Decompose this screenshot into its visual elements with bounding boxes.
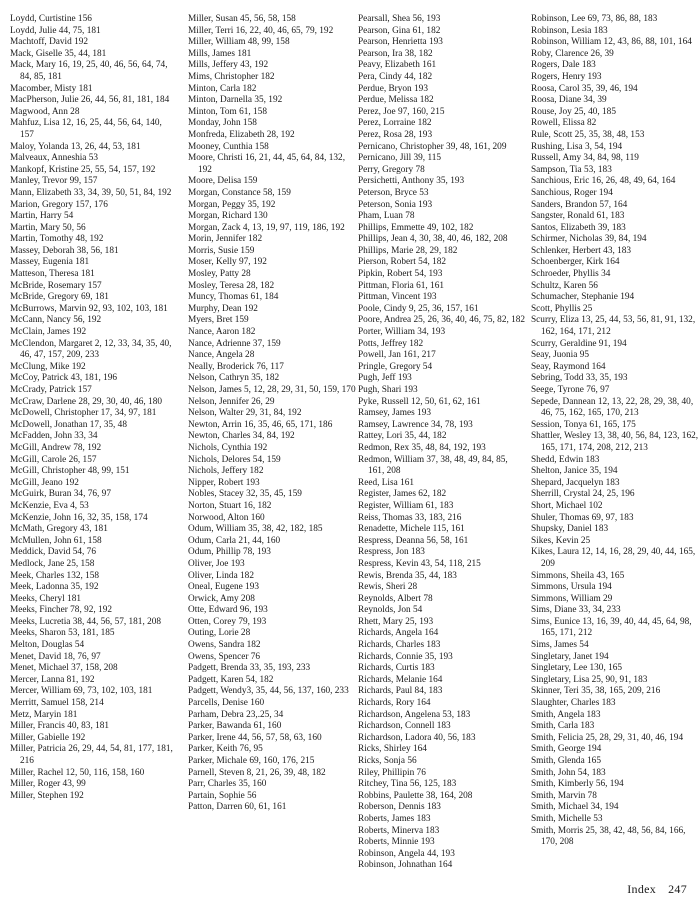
index-entry: Pittman, Vincent 193 bbox=[358, 292, 437, 303]
index-entry: Rushing, Lisa 3, 54, 194 bbox=[531, 141, 623, 152]
index-entry: Metz, Maryin 181 bbox=[10, 709, 78, 720]
index-entry: Mills, Jeffery 43, 192 bbox=[188, 60, 269, 71]
index-entry: Parcells, Denise 160 bbox=[188, 698, 265, 709]
index-entry: Oliver, Linda 182 bbox=[188, 570, 254, 581]
index-entry: Merritt, Samuel 158, 214 bbox=[10, 698, 104, 709]
index-entry: Miller, Francis 40, 83, 181 bbox=[10, 721, 110, 732]
index-entry: Martin, Harry 54 bbox=[10, 211, 74, 222]
index-entry: Perdue, Melissa 182 bbox=[358, 95, 434, 106]
index-entry: Richardson, Connell 183 bbox=[358, 721, 451, 732]
index-entry: Smith, John 54, 183 bbox=[531, 767, 606, 778]
index-entry: Nichols, Delores 54, 159 bbox=[188, 454, 281, 465]
index-entry: Miller, Rachel 12, 50, 116, 158, 160 bbox=[10, 767, 145, 778]
index-entry: Parnell, Steven 8, 21, 26, 39, 48, 182 bbox=[188, 767, 326, 778]
index-entry: McBride, Gregory 69, 181 bbox=[10, 292, 109, 303]
index-entry: Richards, Rory 164 bbox=[358, 698, 431, 709]
index-entry: Peavy, Elizabeth 161 bbox=[358, 60, 437, 71]
index-entry: Nipper, Robert 193 bbox=[188, 477, 260, 488]
index-entry: Miller, Stephen 192 bbox=[10, 790, 84, 801]
index-entry: Perez, Joe 97, 160, 215 bbox=[358, 106, 445, 117]
index-entry: Miller, Roger 43, 99 bbox=[10, 779, 86, 790]
index-entry: Potts, Jeffrey 182 bbox=[358, 338, 424, 349]
index-entry: Sims, Diane 33, 34, 233 bbox=[531, 605, 621, 616]
index-entry: Singletary, Janet 194 bbox=[531, 651, 609, 662]
index-entry: Meeks, Sharon 53, 181, 185 bbox=[10, 628, 115, 639]
index-entry: Mann, Elizabeth 33, 34, 39, 50, 51, 84, 192 bbox=[10, 187, 172, 198]
index-entry: Norton, Stuart 16, 182 bbox=[188, 500, 272, 511]
index-entry: Simmons, William 29 bbox=[531, 593, 613, 604]
index-entry: Malveaux, Anneshia 53 bbox=[10, 153, 99, 164]
index-entry: Roberts, Minnie 193 bbox=[358, 837, 435, 848]
index-entry: McClung, Mike 192 bbox=[10, 361, 86, 372]
index-entry: Scurry, Eliza 13, 25, 44, 53, 56, 81, 91, 132, 162, 164, 171, 212 bbox=[531, 315, 696, 338]
index-entry: Smith, Carla 183 bbox=[531, 721, 595, 732]
index-entry: Owens, Sandra 182 bbox=[188, 640, 261, 651]
index-entry: Pernicano, Christopher 39, 48, 161, 209 bbox=[358, 141, 507, 152]
index-entry: McKenzie, Eva 4, 53 bbox=[10, 500, 89, 511]
index-entry: MacPherson, Julie 26, 44, 56, 81, 181, 184 bbox=[10, 95, 170, 106]
index-entry: Mercer, William 69, 73, 102, 103, 181 bbox=[10, 686, 153, 697]
index-entry: Mills, James 181 bbox=[188, 48, 252, 59]
index-entry: Pera, Cindy 44, 182 bbox=[358, 71, 433, 82]
index-entry: Ramsey, James 193 bbox=[358, 408, 431, 419]
index-entry: Seay, Raymond 164 bbox=[531, 361, 606, 372]
index-entry: Nance, Angela 28 bbox=[188, 350, 255, 361]
index-entry: Robbins, Paulette 38, 164, 208 bbox=[358, 790, 473, 801]
index-entry: Session, Tonya 61, 165, 175 bbox=[531, 419, 636, 430]
index-entry: Richards, Charles 183 bbox=[358, 640, 441, 651]
index-entry: Schlenker, Herbert 43, 183 bbox=[531, 245, 632, 256]
index-entry: Mims, Christopher 182 bbox=[188, 71, 275, 82]
index-entry: Martin, Mary 50, 56 bbox=[10, 222, 86, 233]
index-entry: Owens, Spencer 76 bbox=[188, 651, 261, 662]
index-entry: Simmons, Sheila 43, 165 bbox=[531, 570, 625, 581]
index-entry: Schirmer, Nicholas 39, 84, 194 bbox=[531, 234, 647, 245]
index-entry: Skinner, Teri 35, 38, 165, 209, 216 bbox=[531, 686, 661, 697]
index-entry: Robinson, Lee 69, 73, 86, 88, 183 bbox=[531, 14, 658, 24]
index-entry: Reed, Lisa 161 bbox=[358, 477, 415, 488]
index-entry: Richards, Curtis 183 bbox=[358, 663, 435, 674]
index-entry: Ramsey, Lawrence 34, 78, 193 bbox=[358, 419, 473, 430]
index-entry: Nichols, Cynthia 192 bbox=[188, 442, 268, 453]
index-entry: Mahfuz, Lisa 12, 16, 25, 44, 56, 64, 140, 157 bbox=[10, 118, 162, 140]
index-entry: Smith, Glenda 165 bbox=[531, 756, 601, 766]
index-entry: Rogers, Dale 183 bbox=[531, 60, 596, 71]
index-entry: Moser, Kelly 97, 192 bbox=[188, 257, 267, 268]
index-entry: Pipkin, Robert 54, 193 bbox=[358, 269, 443, 280]
index-entry: Pittman, Floria 61, 161 bbox=[358, 280, 444, 291]
index-entry: McKenzie, John 16, 32, 35, 158, 174 bbox=[10, 512, 148, 523]
index-entry: Otten, Corey 79, 193 bbox=[188, 616, 267, 627]
index-entry: Mooney, Cunthia 158 bbox=[188, 141, 269, 152]
index-entry: Marion, Gregory 157, 176 bbox=[10, 199, 108, 210]
index-entry: Partain, Sophie 56 bbox=[188, 790, 257, 801]
index-entry: Sebring, Todd 33, 35, 193 bbox=[531, 373, 628, 384]
index-entry: Murphy, Dean 192 bbox=[188, 303, 258, 314]
index-entry: Orwick, Amy 208 bbox=[188, 593, 255, 604]
page-number: 247 bbox=[668, 882, 687, 896]
page-footer bbox=[615, 882, 687, 897]
index-entry: Machtoff, David 192 bbox=[10, 37, 89, 48]
index-entry: Pearson, Henrietta 193 bbox=[358, 37, 443, 48]
index-entry: Loydd, Curtistine 156 bbox=[10, 14, 92, 24]
index-entry: Singletary, Lee 130, 165 bbox=[531, 663, 623, 674]
index-entry: Redmon, Rex 35, 48, 84, 192, 193 bbox=[358, 442, 486, 453]
index-entry: Moore, Delisa 159 bbox=[188, 176, 258, 187]
index-entry: Peterson, Bryce 53 bbox=[358, 187, 429, 198]
index-entry: Morgan, Zack 4, 13, 19, 97, 119, 186, 192 bbox=[188, 222, 345, 233]
index-entry: Register, William 61, 183 bbox=[358, 500, 454, 511]
index-entry: Respress, Deanna 56, 58, 161 bbox=[358, 535, 469, 546]
index-entry: Neally, Broderick 76, 117 bbox=[188, 361, 284, 372]
index-entry: Monfreda, Elizabeth 28, 192 bbox=[188, 129, 295, 140]
index-entry: Shedd, Edwin 183 bbox=[531, 454, 600, 465]
index-entry: Smith, Michelle 53 bbox=[531, 813, 603, 824]
index-entry: Phillips, Marie 28, 29, 182 bbox=[358, 245, 458, 256]
index-entry: McDowell, Jonathan 17, 35, 48 bbox=[10, 419, 127, 430]
index-entry: Miller, Gabielle 192 bbox=[10, 732, 86, 743]
index-entry: Robinson, Lesia 183 bbox=[531, 25, 608, 36]
index-entry: Oliver, Joe 193 bbox=[188, 558, 245, 569]
index-entry: Mercer, Lanna 81, 192 bbox=[10, 674, 95, 685]
index-entry: Schumacher, Stephanie 194 bbox=[531, 292, 635, 303]
index-entry: Richards, Paul 84, 183 bbox=[358, 686, 443, 697]
index-entry: Mack, Giselle 35, 44, 181 bbox=[10, 48, 107, 59]
index-entry: Massey, Eugenia 181 bbox=[10, 257, 90, 268]
index-entry: Ricks, Shirley 164 bbox=[358, 744, 427, 755]
index-entry: Sims, Eunice 13, 16, 39, 40, 44, 45, 64, 98, 165, 171, 212 bbox=[531, 616, 692, 639]
index-entry: Robinson, William 12, 43, 86, 88, 101, 164 bbox=[531, 37, 692, 48]
index-entry: Rattey, Lori 35, 44, 182 bbox=[358, 431, 447, 442]
index-entry: McGill, Carole 26, 157 bbox=[10, 454, 97, 465]
index-entry: Minton, Tom 61, 158 bbox=[188, 106, 267, 117]
index-entry: Persichetti, Anthony 35, 193 bbox=[358, 176, 465, 187]
index-entry: Smith, Felicia 25, 28, 29, 31, 40, 46, 194 bbox=[531, 732, 684, 743]
index-entry: Parker, Irene 44, 56, 57, 58, 63, 160 bbox=[188, 732, 322, 743]
index-column-2 bbox=[188, 14, 356, 814]
index-entry: Roby, Clarence 26, 39 bbox=[531, 48, 614, 59]
index-entry: Richards, Connie 35, 193 bbox=[358, 651, 453, 662]
index-entry: Nelson, James 5, 12, 28, 29, 31, 50, 159, 170 bbox=[188, 385, 356, 395]
index-entry: McMullen, John 61, 158 bbox=[10, 535, 102, 546]
index-entry: McFadden, John 33, 34 bbox=[10, 431, 98, 442]
index-entry: Parker, Bawanda 61, 160 bbox=[188, 721, 282, 732]
index-entry: Ricks, Sonja 56 bbox=[358, 756, 417, 766]
index-entry: McGill, Christopher 48, 99, 151 bbox=[10, 466, 130, 477]
index-entry: Pearsall, Shea 56, 193 bbox=[358, 14, 441, 24]
index-entry: Porter, William 34, 193 bbox=[358, 327, 446, 338]
index-entry: Mosley, Patty 28 bbox=[188, 269, 251, 280]
index-entry: Otte, Edward 96, 193 bbox=[188, 605, 268, 616]
index-entry: Sampson, Tia 53, 183 bbox=[531, 164, 612, 175]
index-entry: Seay, Juonia 95 bbox=[531, 350, 590, 361]
index-entry: Padgett, Karen 54, 182 bbox=[188, 674, 274, 685]
index-entry: Padgett, Wendy3, 35, 44, 56, 137, 160, 233 bbox=[188, 686, 349, 697]
index-entry: Morin, Jennifer 182 bbox=[188, 234, 263, 245]
index-entry: Roosa, Diane 34, 39 bbox=[531, 95, 607, 106]
index-entry: Macomber, Misty 181 bbox=[10, 83, 93, 94]
index-entry: McClain, James 192 bbox=[10, 327, 87, 338]
index-entry: McCrady, Patrick 157 bbox=[10, 385, 92, 395]
index-entry: Pearson, Gina 61, 182 bbox=[358, 25, 441, 36]
index-entry: Singletary, Lisa 25, 90, 91, 183 bbox=[531, 674, 648, 685]
index-entry: Reiss, Thomas 33, 183, 216 bbox=[358, 512, 462, 523]
index-entry: Redmon, William 37, 38, 48, 49, 84, 85, 161, 208 bbox=[358, 454, 508, 477]
index-entry: Meek, Ladonna 35, 192 bbox=[10, 582, 99, 593]
index-entry: Slaughter, Charles 183 bbox=[531, 698, 616, 709]
index-entry: Pearson, Ira 38, 182 bbox=[358, 48, 433, 59]
index-entry: Sepede, Dannean 12, 13, 22, 28, 29, 38, 40, 46, 75, 162, 165, 170, 213 bbox=[531, 396, 694, 419]
index-entry: Odum, Phillip 78, 193 bbox=[188, 547, 271, 558]
index-entry: Pugh, Jeff 193 bbox=[358, 373, 412, 384]
index-entry: Oneal, Eugene 193 bbox=[188, 582, 259, 593]
index-entry: Patton, Darren 60, 61, 161 bbox=[188, 802, 287, 813]
index-entry: Parker, Michale 69, 160, 176, 215 bbox=[188, 756, 315, 766]
index-entry: Meeks, Lucretia 38, 44, 56, 57, 181, 208 bbox=[10, 616, 162, 627]
index-entry: Ritchey, Tina 56, 125, 183 bbox=[358, 779, 457, 790]
index-entry: Moore, Christi 16, 21, 44, 45, 64, 84, 132, 192 bbox=[188, 153, 346, 175]
index-entry: Smith, Kimberly 56, 194 bbox=[531, 779, 624, 790]
index-entry: Maloy, Yolanda 13, 26, 44, 53, 181 bbox=[10, 141, 141, 152]
index-entry: Richards, Angela 164 bbox=[358, 628, 439, 639]
index-entry: Sikes, Kevin 25 bbox=[531, 535, 591, 546]
index-entry: Pyke, Russell 12, 50, 61, 62, 161 bbox=[358, 396, 481, 407]
index-entry: Robinson, Angela 44, 193 bbox=[358, 848, 455, 859]
index-entry: Schroeder, Phyllis 34 bbox=[531, 269, 611, 280]
index-entry: Miller, Susan 45, 56, 58, 158 bbox=[188, 14, 296, 24]
index-entry: Roberson, Dennis 183 bbox=[358, 802, 441, 813]
index-entry: Richards, Melanie 164 bbox=[358, 674, 443, 685]
index-entry: Riley, Phillipin 76 bbox=[358, 767, 426, 778]
index-entry: Respress, Jon 183 bbox=[358, 547, 425, 558]
index-entry: Sanders, Brandon 57, 164 bbox=[531, 199, 628, 210]
index-entry: Shepard, Jacquelyn 183 bbox=[531, 477, 620, 488]
index-entry: Perez, Lorraine 182 bbox=[358, 118, 432, 129]
index-entry: Meek, Charles 132, 158 bbox=[10, 570, 100, 581]
index-entry: Perry, Gregory 78 bbox=[358, 164, 425, 175]
index-column-1 bbox=[10, 14, 178, 802]
index-entry: McMath, Gregory 43, 181 bbox=[10, 524, 108, 535]
index-entry: Peterson, Sonia 193 bbox=[358, 199, 433, 210]
index-entry: McGill, Andrew 78, 192 bbox=[10, 442, 102, 453]
index-entry: Padgett, Brenda 33, 35, 193, 233 bbox=[188, 663, 311, 674]
index-entry: Mack, Mary 16, 19, 25, 40, 46, 56, 64, 74, 84, 85, 181 bbox=[10, 60, 168, 82]
index-entry: Schultz, Karen 56 bbox=[531, 280, 598, 291]
index-entry: Shuler, Thomas 69, 97, 183 bbox=[531, 512, 634, 523]
index-entry: Perez, Rosa 28, 193 bbox=[358, 129, 433, 140]
index-entry: Loydd, Julie 44, 75, 181 bbox=[10, 25, 101, 36]
index-entry: Mankopf, Kristine 25, 55, 54, 157, 192 bbox=[10, 164, 156, 175]
index-entry: Odum, Carla 21, 44, 160 bbox=[188, 535, 281, 546]
index-entry: Roberts, James 183 bbox=[358, 813, 431, 824]
index-entry: Muncy, Thomas 61, 184 bbox=[188, 292, 279, 303]
index-entry: Reynolds, Jon 54 bbox=[358, 605, 423, 616]
index-entry: Short, Michael 102 bbox=[531, 500, 603, 511]
index-entry: McBurrows, Marvin 92, 93, 102, 103, 181 bbox=[10, 303, 168, 314]
index-entry: Nelson, Walter 29, 31, 84, 192 bbox=[188, 408, 302, 419]
index-entry: McGuirk, Buran 34, 76, 97 bbox=[10, 489, 111, 500]
index-entry: Menet, Michael 37, 158, 208 bbox=[10, 663, 118, 674]
index-entry: Robinson, Johnathan 164 bbox=[358, 860, 453, 871]
index-entry: Nichols, Jeffery 182 bbox=[188, 466, 264, 477]
index-entry: Seege, Tyrone 76, 97 bbox=[531, 385, 610, 395]
index-entry: Perdue, Bryon 193 bbox=[358, 83, 428, 94]
index-entry: Phillips, Emmette 49, 102, 182 bbox=[358, 222, 474, 233]
index-entry: Nance, Aaron 182 bbox=[188, 327, 256, 338]
index-entry: Rogers, Henry 193 bbox=[531, 71, 602, 82]
index-entry: Smith, Michael 34, 194 bbox=[531, 802, 619, 813]
index-entry: Rowell, Elissa 82 bbox=[531, 118, 597, 129]
index-column-4 bbox=[531, 14, 699, 849]
index-entry: Morgan, Richard 130 bbox=[188, 211, 268, 222]
index-entry: Meeks, Cheryl 181 bbox=[10, 593, 82, 604]
index-entry: Magwood, Ann 28 bbox=[10, 106, 80, 117]
index-entry: McCoy, Patrick 43, 181, 196 bbox=[10, 373, 118, 384]
index-entry: Russell, Amy 34, 84, 98, 119 bbox=[531, 153, 639, 164]
index-entry: Roberts, Minerva 183 bbox=[358, 825, 440, 836]
index-entry: Parr, Charles 35, 160 bbox=[188, 779, 267, 790]
index-column-3 bbox=[358, 14, 526, 872]
index-entry: Nelson, Jennifer 26, 29 bbox=[188, 396, 275, 407]
index-entry: Norwood, Alton 160 bbox=[188, 512, 265, 523]
index-entry: Parham, Debra 23,.25, 34 bbox=[188, 709, 284, 720]
index-entry: Melton, Douglas 54 bbox=[10, 640, 85, 651]
index-entry: Scott, Phyllis 25 bbox=[531, 303, 593, 314]
index-entry: Rewis, Brenda 35, 44, 183 bbox=[358, 570, 457, 581]
index-entry: Parker, Keith 76, 95 bbox=[188, 744, 263, 755]
index-entry: Outing, Lorie 28 bbox=[188, 628, 251, 639]
index-entry: McCann, Nancy 56, 192 bbox=[10, 315, 102, 326]
index-entry: Massey, Deborah 38, 56, 181 bbox=[10, 245, 119, 256]
index-entry: Odum, William 35, 38, 42, 182, 185 bbox=[188, 524, 323, 535]
index-entry: Miller, William 48, 99, 158 bbox=[188, 37, 290, 48]
index-entry: Nobles, Stacey 32, 35, 45, 159 bbox=[188, 489, 302, 500]
index-entry: Shupsky, Daniel 183 bbox=[531, 524, 609, 535]
index-entry: Miller, Terri 16, 22, 40, 46, 65, 79, 192 bbox=[188, 25, 334, 36]
index-entry: Miller, Patricia 26, 29, 44, 54, 81, 177, 181, 216 bbox=[10, 744, 173, 766]
index-entry: Pham, Luan 78 bbox=[358, 211, 415, 222]
index-entry: Morgan, Constance 58, 159 bbox=[188, 187, 291, 198]
index-entry: Smith, Morris 25, 38, 42, 48, 56, 84, 166, 170, 208 bbox=[531, 825, 686, 848]
index-entry: Pringle, Gregory 54 bbox=[358, 361, 433, 372]
index-entry: Martin, Tomothy 48, 192 bbox=[10, 234, 104, 245]
index-entry: Sanchious, Roger 194 bbox=[531, 187, 613, 198]
index-entry: Newton, Charles 34, 84, 192 bbox=[188, 431, 295, 442]
index-entry: Phillips, Jean 4, 30, 38, 40, 46, 182, 208 bbox=[358, 234, 508, 245]
index-entry: Smith, Angela 183 bbox=[531, 709, 601, 720]
index-entry: Monday, John 158 bbox=[188, 118, 257, 129]
index-entry: Nelson, Cathryn 35, 182 bbox=[188, 373, 280, 384]
index-entry: Morris, Susie 159 bbox=[188, 245, 255, 256]
index-entry: Manley, Trevor 99, 157 bbox=[10, 176, 98, 187]
index-entry: Meddick, David 54, 76 bbox=[10, 547, 96, 558]
index-entry: Minton, Carla 182 bbox=[188, 83, 257, 94]
index-entry: Register, James 62, 182 bbox=[358, 489, 447, 500]
index-entry: Renadette, Michele 115, 161 bbox=[358, 524, 465, 535]
index-entry: Powell, Jan 161, 217 bbox=[358, 350, 436, 361]
index-entry: Schoenberger, Kirk 164 bbox=[531, 257, 620, 268]
index-entry: Matteson, Theresa 181 bbox=[10, 269, 95, 280]
index-entry: Smith, George 194 bbox=[531, 744, 602, 755]
index-entry: Newton, Arrin 16, 35, 46, 65, 171, 186 bbox=[188, 419, 333, 430]
index-entry: Morgan, Peggy 35, 192 bbox=[188, 199, 276, 210]
index-entry: Sims, James 54 bbox=[531, 640, 589, 651]
index-entry: McDowell, Christopher 17, 34, 97, 181 bbox=[10, 408, 157, 419]
footer-label: Index bbox=[627, 882, 657, 896]
index-entry: Pernicano, Jill 39, 115 bbox=[358, 153, 442, 164]
index-entry: Pugh, Shari 193 bbox=[358, 385, 418, 395]
index-entry: McBride, Rosemary 157 bbox=[10, 280, 102, 291]
index-entry: Simmons, Ursula 194 bbox=[531, 582, 612, 593]
index-entry: Shattler, Wesley 13, 38, 40, 56, 84, 123, 162, 165, 171, 174, 208, 212, 213 bbox=[531, 431, 699, 453]
index-entry: Rewis, Sheri 28 bbox=[358, 582, 418, 593]
index-entry: Meeks, Fincher 78, 92, 192 bbox=[10, 605, 112, 616]
index-entry: McCraw, Darlene 28, 29, 30, 40, 46, 180 bbox=[10, 396, 162, 407]
index-entry: Rouse, Joy 25, 40, 185 bbox=[531, 106, 616, 117]
index-entry: Medlock, Jane 25, 158 bbox=[10, 558, 95, 569]
index-entry: Sangster, Ronald 61, 183 bbox=[531, 211, 625, 222]
index-entry: Poore, Andrea 25, 26, 36, 40, 46, 75, 82, 182 bbox=[358, 315, 526, 326]
index-entry: Respress, Kevin 43, 54, 118, 215 bbox=[358, 558, 481, 569]
index-entry: Shelton, Janice 35, 194 bbox=[531, 466, 618, 477]
index-entry: Sanchious, Eric 16, 26, 48, 49, 64, 164 bbox=[531, 176, 676, 187]
index-entry: Minton, Darnella 35, 192 bbox=[188, 95, 283, 106]
index-entry: Rule, Scott 25, 35, 38, 48, 153 bbox=[531, 129, 645, 140]
index-entry: Poole, Cindy 9, 25, 36, 157, 161 bbox=[358, 303, 479, 314]
index-entry: Santos, Elizabeth 39, 183 bbox=[531, 222, 626, 233]
index-entry: McClendon, Margaret 2, 12, 33, 34, 35, 40, 46, 47, 157, 209, 233 bbox=[10, 338, 172, 361]
index-entry: Menet, David 18, 76, 97 bbox=[10, 651, 101, 662]
index-entry: Sherrill, Crystal 24, 25, 196 bbox=[531, 489, 635, 500]
index-entry: Mosley, Teresa 28, 182 bbox=[188, 280, 275, 291]
index-entry: Richardson, Angelena 53, 183 bbox=[358, 709, 471, 720]
index-entry: Roosa, Carol 35, 39, 46, 194 bbox=[531, 83, 638, 94]
index-entry: Reynolds, Albert 78 bbox=[358, 593, 433, 604]
index-entry: Pierson, Robert 54, 182 bbox=[358, 257, 447, 268]
index-entry: Smith, Marvin 78 bbox=[531, 790, 597, 801]
index-entry: Scurry, Geraldine 91, 194 bbox=[531, 338, 627, 349]
index-entry: Myers, Bret 159 bbox=[188, 315, 249, 326]
index-entry: McGill, Jeano 192 bbox=[10, 477, 79, 488]
index-entry: Kikes, Laura 12, 14, 16, 28, 29, 40, 44, 165, 209 bbox=[531, 547, 696, 569]
index-entry: Nance, Adrienne 37, 159 bbox=[188, 338, 281, 349]
index-entry: Richardson, Ladora 40, 56, 183 bbox=[358, 732, 476, 743]
index-entry: Rhett, Mary 25, 193 bbox=[358, 616, 434, 627]
